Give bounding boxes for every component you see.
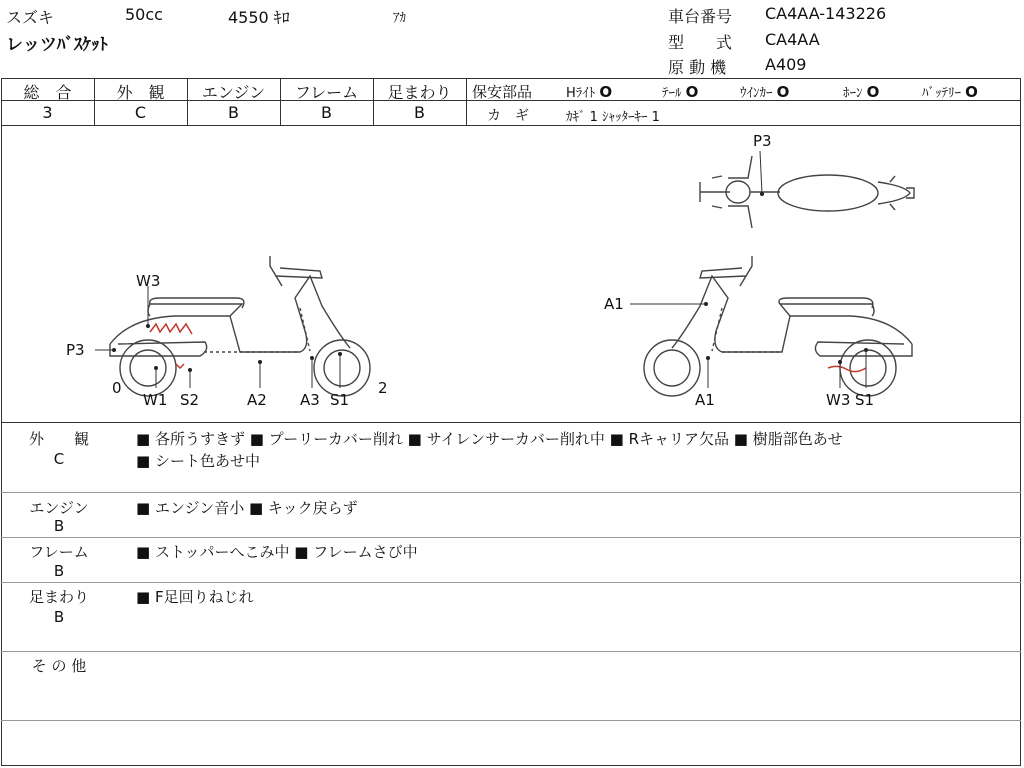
damage-marks — [150, 324, 866, 372]
section-suspension-grade: B — [53, 608, 65, 626]
section-engine-line-1: ■ エンジン音小 ■ キック戻らず — [136, 499, 358, 517]
horn-mark: O — [866, 83, 880, 101]
safety-label: 保安部品 — [472, 83, 533, 101]
label-left-a3: A3 — [300, 391, 320, 409]
grade-label-engine: エンジン — [201, 83, 266, 102]
grade-value-engine: B — [228, 103, 239, 122]
leader-dots — [112, 192, 868, 372]
maker: スズキ — [6, 8, 55, 27]
section-frame-line-1: ■ ストッパーへこみ中 ■ フレームさび中 — [136, 543, 418, 561]
grade-label-suspension: 足まわり — [387, 83, 452, 102]
section-exterior-line-1: ■ 各所うすきず ■ プーリーカバー削れ ■ サイレンサーカバー削れ中 ■ Rキャリア欠品 ■ 樹脂部色あせ — [136, 430, 843, 448]
engine-label: 原 動 機 — [668, 58, 727, 77]
safety-battery: ﾊﾞｯﾃﾘｰ O — [922, 83, 978, 101]
key-value: ｶｷﾞ 1 ｼｬｯﾀｰｷｰ 1 — [566, 110, 660, 125]
label-left-w1: W1 — [143, 391, 168, 409]
winker-mark: O — [776, 83, 790, 101]
key-label: カ ギ — [487, 108, 529, 124]
label-left-s2: S2 — [180, 391, 200, 409]
damage-diagram — [0, 126, 1024, 422]
scooter-top-view — [700, 156, 914, 228]
grade-label-overall: 総 合 — [23, 83, 72, 102]
grade-value-exterior: C — [134, 103, 147, 122]
left-small-mark — [176, 364, 184, 368]
right-scratch-mark — [828, 366, 866, 371]
label-top-p3: P3 — [753, 132, 772, 150]
label-left-s1: S1 — [330, 391, 350, 409]
section-line-2 — [1, 537, 1021, 538]
safety-headlight: Hﾗｲﾄ O — [566, 83, 613, 101]
mileage: 4550 ｷﾛ — [228, 8, 290, 27]
section-line-4 — [1, 651, 1021, 652]
section-line-3 — [1, 582, 1021, 583]
battery-mark: O — [965, 83, 978, 101]
section-line-5 — [1, 720, 1021, 721]
label-right-a1-top: A1 — [604, 295, 624, 313]
section-frame-label: フレーム — [29, 543, 89, 561]
displacement: 50cc — [125, 5, 163, 24]
headlight-mark: O — [599, 83, 613, 101]
label-right-s1: S1 — [855, 391, 875, 409]
label-left-two: 2 — [378, 379, 388, 397]
body-color: ｱｶ — [393, 11, 406, 26]
section-exterior-label: 外 観 — [28, 430, 89, 448]
grade-col-line-5 — [466, 78, 467, 125]
label-left-w3: W3 — [136, 272, 161, 290]
grade-value-overall: 3 — [42, 103, 53, 122]
section-suspension-line-1: ■ F足回りねじれ — [136, 588, 254, 606]
label-left-p3: P3 — [66, 341, 85, 359]
type-label: 型 式 — [668, 33, 733, 52]
scooter-right-view — [644, 256, 912, 396]
safety-tail: ﾃｰﾙ O — [662, 83, 699, 101]
left-scratch-mark — [150, 324, 192, 334]
model-name: レッツﾊﾞｽｹｯﾄ — [6, 35, 108, 55]
safety-winker: ｳｲﾝｶｰ O — [740, 83, 790, 101]
label-right-w3: W3 — [826, 391, 851, 409]
section-line-1 — [1, 492, 1021, 493]
section-other-label: そ の 他 — [31, 657, 87, 675]
grade-label-exterior: 外 観 — [116, 83, 165, 102]
section-engine-label: エンジン — [29, 499, 89, 517]
engine-value: A409 — [765, 55, 807, 74]
frame-no-label: 車台番号 — [668, 7, 733, 26]
label-right-a1-bottom: A1 — [695, 391, 715, 409]
grade-value-frame: B — [321, 103, 332, 122]
diagram-bottom-line — [1, 422, 1021, 423]
section-suspension-label: 足まわり — [28, 588, 89, 606]
label-left-a2: A2 — [247, 391, 267, 409]
section-exterior-line-2: ■ シート色あせ中 — [136, 452, 260, 470]
safety-horn: ﾎｰﾝ O — [843, 83, 880, 101]
grade-label-frame: フレーム — [294, 83, 359, 102]
frame-no: CA4AA-143226 — [765, 4, 887, 23]
type-value: CA4AA — [765, 30, 820, 49]
label-left-zero: 0 — [112, 379, 122, 397]
section-exterior-grade: C — [53, 450, 65, 468]
section-engine-grade: B — [53, 517, 65, 535]
tail-mark: O — [685, 83, 699, 101]
grade-value-suspension: B — [414, 103, 425, 122]
section-frame-grade: B — [53, 562, 65, 580]
